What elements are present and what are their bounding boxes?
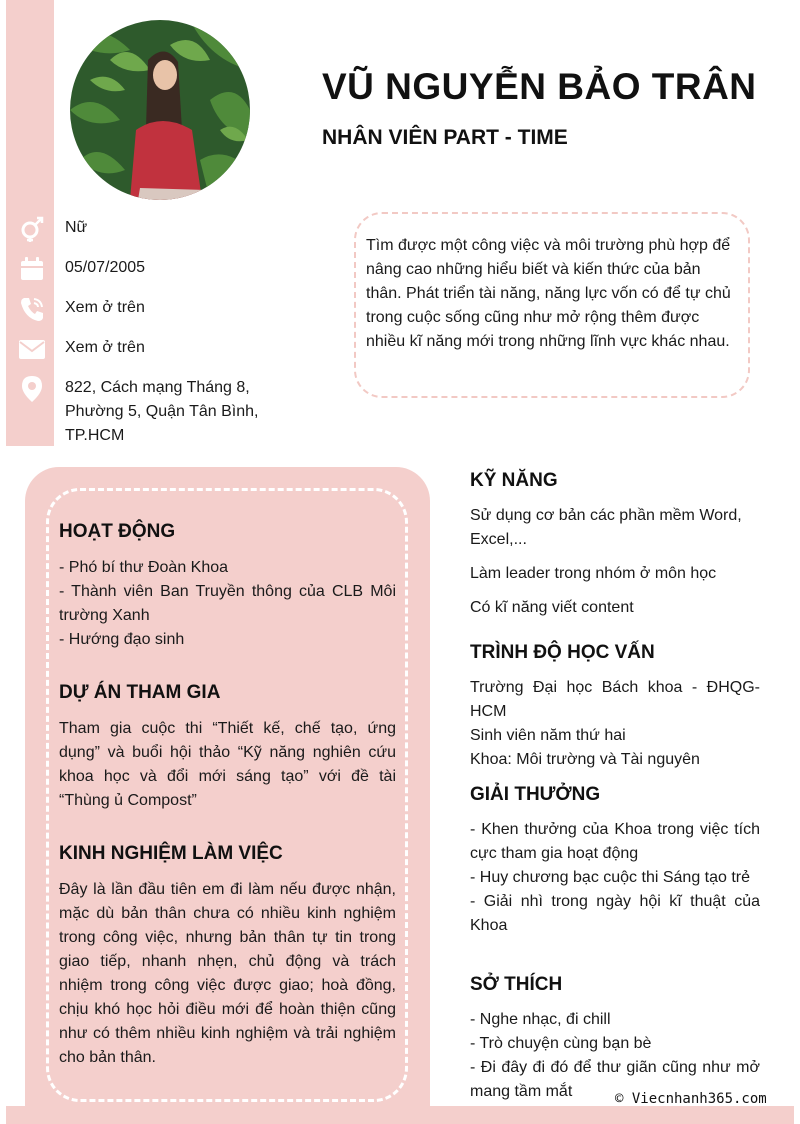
email-icon — [18, 335, 46, 363]
location-icon — [18, 375, 46, 403]
education-title: TRÌNH ĐỘ HỌC VẤN — [470, 642, 655, 663]
hobby-item: - Trò chuyện cùng bạn bè — [470, 1035, 652, 1052]
calendar-icon — [18, 255, 46, 283]
education-list — [470, 676, 760, 772]
info-address — [0, 376, 300, 448]
info-phone — [0, 296, 300, 336]
phone-icon — [18, 295, 46, 323]
skill-item: Sử dụng cơ bản các phần mềm Word, Excel,... — [470, 507, 742, 548]
awards-list — [470, 818, 760, 938]
info-gender — [0, 216, 300, 256]
hobby-item: - Đi đây đi đó để thư giãn cũng như mở mang tầm mắt — [470, 1059, 760, 1100]
address-value: 822, Cách mạng Tháng 8, Phường 5, Quận Tân Bình, TP.HCM — [65, 379, 259, 444]
activity-item: - Thành viên Ban Truyền thông của CLB Môi trường Xanh — [59, 583, 396, 624]
education-line: Trường Đại học Bách khoa - ĐHQG-HCM — [470, 679, 760, 720]
email-value: Xem ở trên — [65, 339, 145, 356]
projects-text: Tham gia cuộc thi “Thiết kế, chế tạo, ứng dụng” và buổi hội thảo “Kỹ năng nghiên cứu khoa học và đổi mới sáng tạo” với đề tài “Thùng ủ Compost” — [59, 720, 396, 809]
candidate-name: VŨ NGUYỄN BẢO TRÂN — [322, 66, 757, 107]
avatar — [70, 20, 250, 200]
info-birthday — [0, 256, 300, 296]
hobbies-list — [470, 1008, 760, 1104]
skills-list — [470, 504, 760, 620]
award-item: - Giải nhì trong ngày hội kĩ thuật của Khoa — [470, 893, 760, 934]
gender-icon — [18, 215, 46, 243]
projects-title: DỰ ÁN THAM GIA — [59, 682, 221, 703]
experience-text: Đây là lần đầu tiên em đi làm nếu được nhận, mặc dù bản thân chưa có nhiều kinh nghiệm trong công việc, nhưng bản thân tự tin trong giao tiếp, nhanh nhẹn, chủ động và trách nhiệm trong công việc được giao; hoà đồng, chịu khó học hỏi điều mới để hoàn thiện cũng như có thêm nhiều kinh nghiệm và trải nghiệm cho bản thân. — [59, 881, 396, 1066]
career-objective: Tìm được một công việc và môi trường phù hợp để nâng cao những hiểu biết và kiến thức của bản thân. Phát triển tài năng, năng lực vốn có để tự chủ trong cuộc sống cũng như mở rộng thêm được nhiều kĩ năng mới trong những lĩnh vực khác nhau. — [354, 212, 750, 398]
phone-value: Xem ở trên — [65, 299, 145, 316]
education-line: Khoa: Môi trường và Tài nguyên — [470, 751, 700, 768]
activity-item: - Hướng đạo sinh — [59, 631, 185, 648]
birthday-value: 05/07/2005 — [65, 259, 146, 276]
education-line: Sinh viên năm thứ hai — [470, 727, 626, 744]
gender-value: Nữ — [65, 219, 88, 236]
award-item: - Huy chương bạc cuộc thi Sáng tạo trẻ — [470, 869, 751, 886]
experience-title: KINH NGHIỆM LÀM VIỆC — [59, 843, 283, 864]
awards-title: GIẢI THƯỞNG — [470, 784, 601, 805]
hobbies-title: SỞ THÍCH — [470, 974, 563, 995]
skill-item: Làm leader trong nhóm ở môn học — [470, 565, 717, 582]
activities-list — [59, 556, 396, 652]
skills-title: KỸ NĂNG — [470, 470, 558, 491]
award-item: - Khen thưởng của Khoa trong việc tích cực tham gia hoạt động — [470, 821, 760, 862]
activities-title: HOẠT ĐỘNG — [59, 521, 176, 542]
info-email — [0, 336, 300, 376]
watermark: © Viecnhanh365.com — [615, 1091, 767, 1107]
job-title: NHÂN VIÊN PART - TIME — [322, 126, 568, 149]
hobby-item: - Nghe nhạc, đi chill — [470, 1011, 611, 1028]
skill-item: Có kĩ năng viết content — [470, 599, 634, 616]
activity-item: - Phó bí thư Đoàn Khoa — [59, 559, 229, 576]
